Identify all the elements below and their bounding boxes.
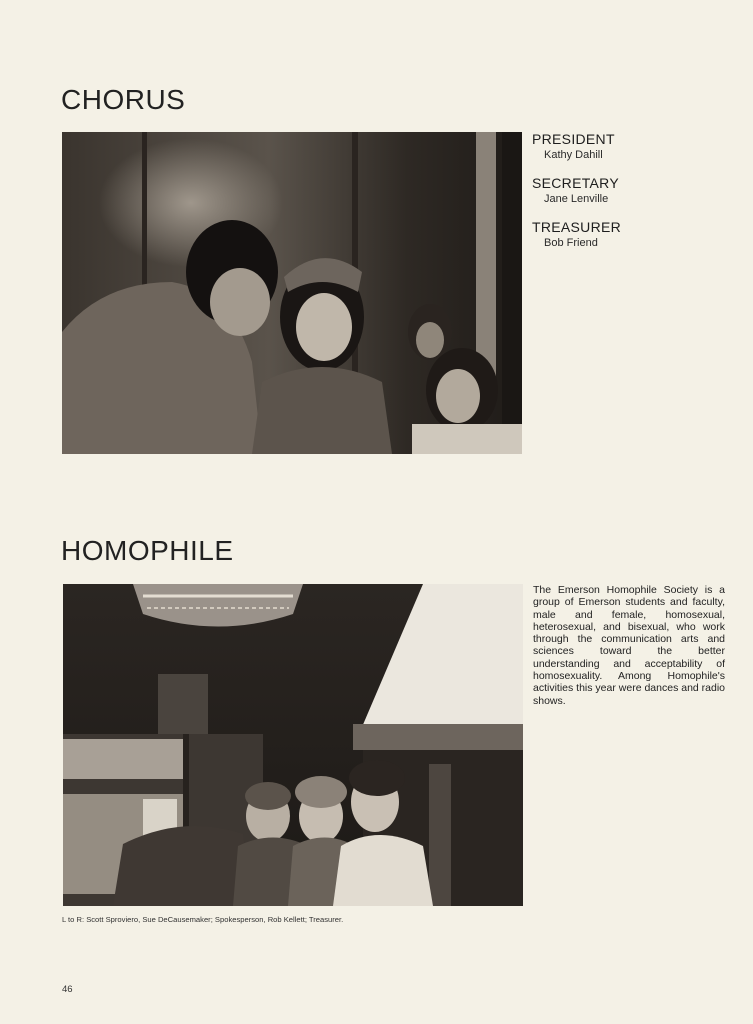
chorus-section-title: CHORUS: [61, 84, 186, 115]
officer-name: Bob Friend: [544, 237, 598, 249]
officer-role: PRESIDENT: [532, 131, 615, 147]
officer-secretary: [532, 175, 732, 206]
officer-president: [532, 131, 732, 162]
homophile-photo: [63, 584, 523, 906]
officer-name: Kathy Dahill: [544, 149, 603, 161]
officer-role: TREASURER: [532, 219, 622, 235]
homophile-section-title: HOMOPHILE: [61, 535, 234, 566]
chorus-photo-image: [62, 132, 522, 454]
homophile-description: The Emerson Homophile Society is a group of Emerson students and faculty, male and female, homosexual, heterosexual, and bisexual, who work through the communication arts and sciences toward the better understanding and acceptability of homosexuality. Among Homophile's activities this year were dances and radio shows.: [533, 584, 726, 707]
officer-role: SECRETARY: [532, 175, 619, 191]
officer-treasurer: [532, 219, 732, 250]
officer-name: Jane Lenville: [544, 193, 609, 205]
chorus-officers: [532, 131, 732, 263]
page-number: 46: [62, 984, 73, 995]
chorus-photo: [62, 132, 522, 454]
homophile-photo-image: [63, 584, 523, 906]
photo-caption: L to R: Scott Sproviero, Sue DeCausemaker; Spokesperson, Rob Kellett; Treasurer.: [62, 915, 344, 924]
